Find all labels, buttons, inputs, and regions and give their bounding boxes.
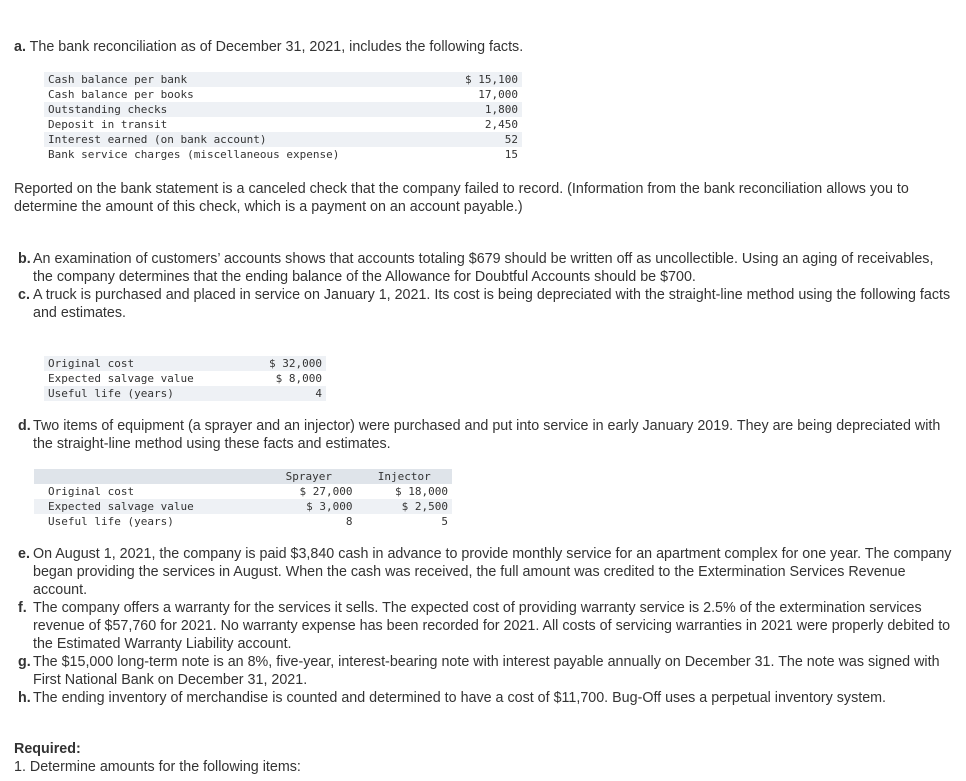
- table-row: [44, 132, 522, 147]
- item-a: [14, 38, 954, 56]
- item-f-label: f.: [18, 600, 27, 616]
- row-label: Deposit in transit: [48, 118, 168, 131]
- item-h-text: The ending inventory of merchandise is counted and determined to have a cost of $11,700. Bug-Off uses a perpetual inventory system.: [33, 690, 887, 706]
- row-label: Useful life (years): [44, 386, 246, 401]
- table-row: [44, 147, 522, 162]
- item-e-text: On August 1, 2021, the company is paid $3,840 cash in advance to provide monthly service for an apartment complex for one year. The company began providing the services in August. When the cash was received, the full amount was credited to the Extermination Services Revenue account.: [33, 546, 952, 598]
- row-injector-value: $ 18,000: [395, 485, 448, 498]
- row-value: 4: [246, 386, 326, 401]
- table-row: [34, 499, 452, 514]
- item-h: [18, 689, 953, 707]
- equipment-estimates-table: [34, 469, 452, 529]
- table-row: [34, 514, 452, 529]
- item-a-note: Reported on the bank statement is a canceled check that the company failed to record. (Information from the bank reconciliation allows you to determine the amount of this check, which is a payment on an account payable.): [14, 181, 909, 215]
- item-f-text: The company offers a warranty for the services it sells. The expected cost of providing warranty service is 2.5% of the extermination services revenue of $57,760 for 2021. No warranty expense has been recorded for 2021. All costs of servicing warranties in 2021 were properly debited to the Estimated Warranty Liability account.: [33, 600, 951, 652]
- header-injector: Injector: [357, 469, 453, 484]
- item-b-label: b.: [18, 251, 31, 267]
- row-value: 2,450: [484, 118, 518, 131]
- item-a-label: a.: [14, 39, 26, 55]
- row-label: Bank service charges (miscellaneous expense): [48, 148, 340, 161]
- required-heading: Required:: [14, 741, 81, 757]
- row-label: Cash balance per books: [48, 88, 194, 101]
- item-g-label: g.: [18, 654, 31, 670]
- table-row: [44, 356, 326, 371]
- table-row: [44, 87, 522, 102]
- truck-estimates-table: [44, 356, 326, 401]
- row-sprayer-value: $ 3,000: [261, 499, 356, 514]
- row-value: 1,800: [441, 102, 522, 117]
- row-label: Cash balance per bank: [44, 72, 441, 87]
- item-f: [18, 599, 958, 653]
- item-c-text: A truck is purchased and placed in service on January 1, 2021. Its cost is being depreciated with the straight-line method using the following facts and estimates.: [33, 287, 951, 321]
- item-h-label: h.: [18, 690, 31, 706]
- row-value: 52: [441, 132, 522, 147]
- item-d-label: d.: [18, 418, 31, 434]
- row-label: Useful life (years): [48, 515, 174, 528]
- row-sprayer-value: $ 27,000: [299, 485, 353, 498]
- item-d-text: Two items of equipment (a sprayer and an injector) were purchased and put into service in early January 2019. They are being depreciated with the straight-line method using these facts and estimates.: [33, 418, 941, 452]
- row-label: Interest earned (on bank account): [44, 132, 441, 147]
- row-label: Original cost: [44, 356, 246, 371]
- table-row: [44, 102, 522, 117]
- row-label: Expected salvage value: [48, 372, 194, 385]
- table-header-row: [34, 469, 452, 484]
- item-g-text: The $15,000 long-term note is an 8%, five-year, interest-bearing note with interest payable annually on December 31. The note was signed with First National Bank on December 31, 2021.: [33, 654, 940, 688]
- row-value: $ 32,000: [246, 356, 326, 371]
- item-b-text: An examination of customers’ accounts shows that accounts totaling $679 should be written off as uncollectible. Using an aging of receivables, the company determines that the ending balance of the Allowance for Doubtful Accounts should be $700.: [33, 251, 934, 285]
- row-label: Outstanding checks: [44, 102, 441, 117]
- row-label: Original cost: [48, 485, 135, 498]
- item-c: [18, 286, 953, 322]
- item-b: [18, 250, 953, 286]
- item-e: [18, 545, 953, 599]
- row-injector-value: $ 2,500: [357, 499, 453, 514]
- item-d: [18, 417, 953, 453]
- row-injector-value: 5: [441, 515, 448, 528]
- item-a-text: The bank reconciliation as of December 31, 2021, includes the following facts.: [29, 39, 524, 55]
- table-row: [44, 386, 326, 401]
- item-c-label: c.: [18, 287, 30, 303]
- header-sprayer: Sprayer: [261, 469, 356, 484]
- row-value: $ 8,000: [275, 372, 322, 385]
- table-row: [44, 371, 326, 386]
- table-row: [44, 117, 522, 132]
- row-value: 15: [504, 148, 518, 161]
- table-row: [34, 484, 452, 499]
- table-row: [44, 72, 522, 87]
- bank-reconciliation-table: [44, 72, 522, 162]
- item-g: [18, 653, 953, 689]
- row-value: $ 15,100: [441, 72, 522, 87]
- required-item-1: 1. Determine amounts for the following items:: [14, 759, 301, 775]
- item-e-label: e.: [18, 546, 30, 562]
- header-blank: [34, 469, 261, 484]
- row-label: Expected salvage value: [34, 499, 261, 514]
- row-sprayer-value: 8: [345, 515, 353, 528]
- row-value: 17,000: [478, 88, 518, 101]
